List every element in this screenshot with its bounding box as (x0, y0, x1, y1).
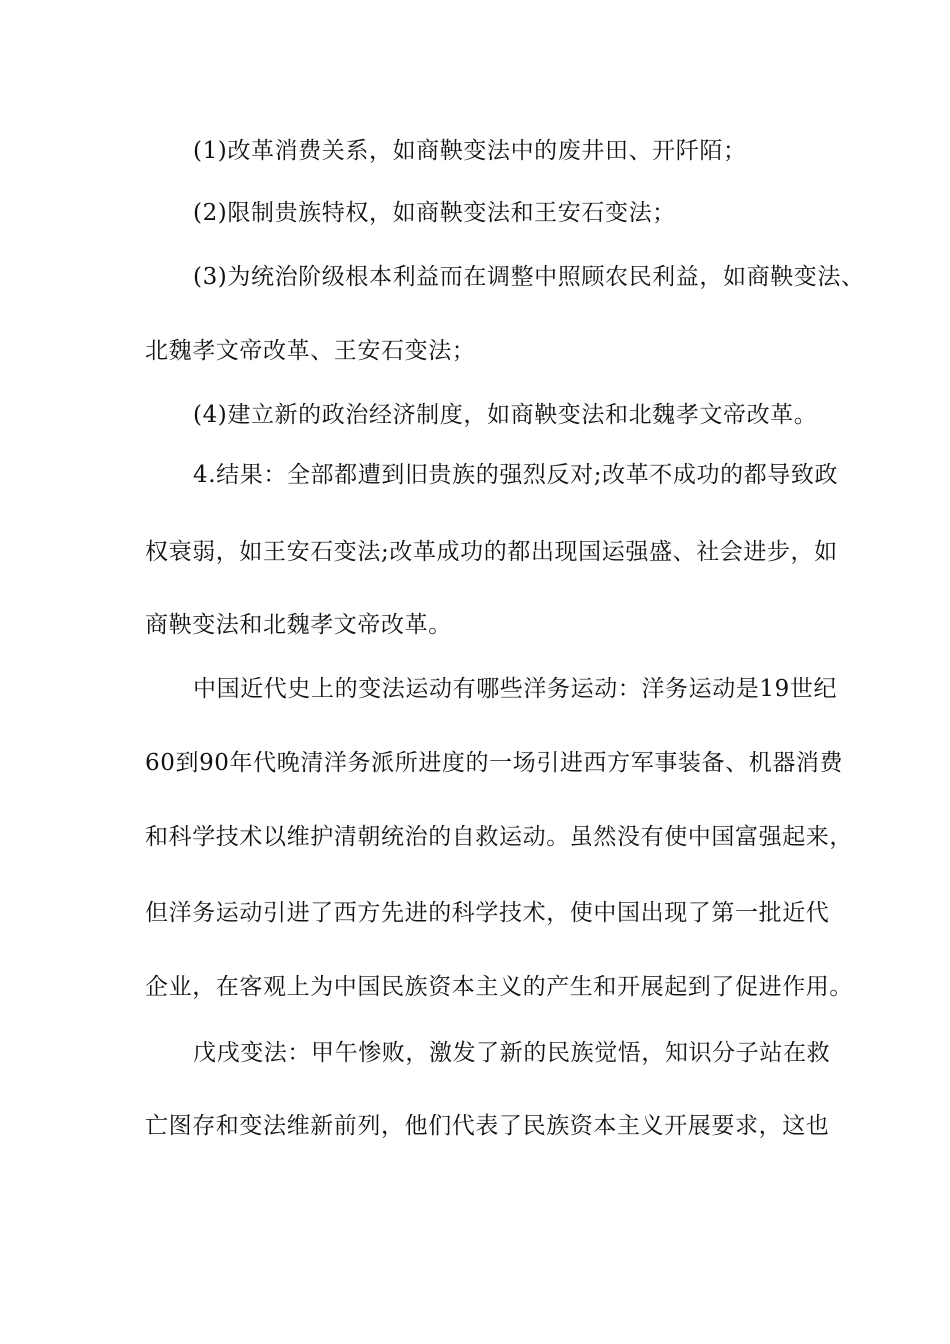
list-item-3-continued: 北魏孝文帝改革、王安石变法； (145, 338, 476, 364)
westernization-paragraph-line: 企业，在客观上为中国民族资本主义的产生和开展起到了促进作用。 (145, 974, 853, 1000)
wuxu-reform-paragraph-line: 戊戌变法：甲午惨败，激发了新的民族觉悟，知识分子站在救 (193, 1040, 831, 1066)
list-item-4: (4)建立新的政治经济制度，如商鞅变法和北魏孝文帝改革。 (193, 402, 818, 428)
result-paragraph-line: 商鞅变法和北魏孝文帝改革。 (145, 612, 452, 638)
list-item-3: (3)为统治阶级根本利益而在调整中照顾农民利益，如商鞅变法、 (193, 264, 865, 290)
westernization-paragraph-line: 但洋务运动引进了西方先进的科学技术，使中国出现了第一批近代 (145, 900, 830, 926)
westernization-paragraph-line: 和科学技术以维护清朝统治的自救运动。虽然没有使中国富强起来， (145, 824, 853, 850)
westernization-paragraph-line: 中国近代史上的变法运动有哪些洋务运动：洋务运动是19世纪 (193, 676, 838, 702)
list-item-1: (1)改革消费关系，如商鞅变法中的废井田、开阡陌； (193, 138, 747, 164)
list-item-2: (2)限制贵族特权，如商鞅变法和王安石变法； (193, 200, 676, 226)
result-paragraph-line: 4.结果：全部都遭到旧贵族的强烈反对;改革不成功的都导致政 (193, 462, 839, 488)
result-paragraph-line: 权衰弱，如王安石变法;改革成功的都出现国运强盛、社会进步，如 (145, 539, 838, 565)
wuxu-reform-paragraph-line: 亡图存和变法维新前列，他们代表了民族资本主义开展要求，这也 (145, 1113, 830, 1139)
westernization-paragraph-line: 60到90年代晚清洋务派所进度的一场引进西方军事装备、机器消费 (145, 750, 844, 776)
